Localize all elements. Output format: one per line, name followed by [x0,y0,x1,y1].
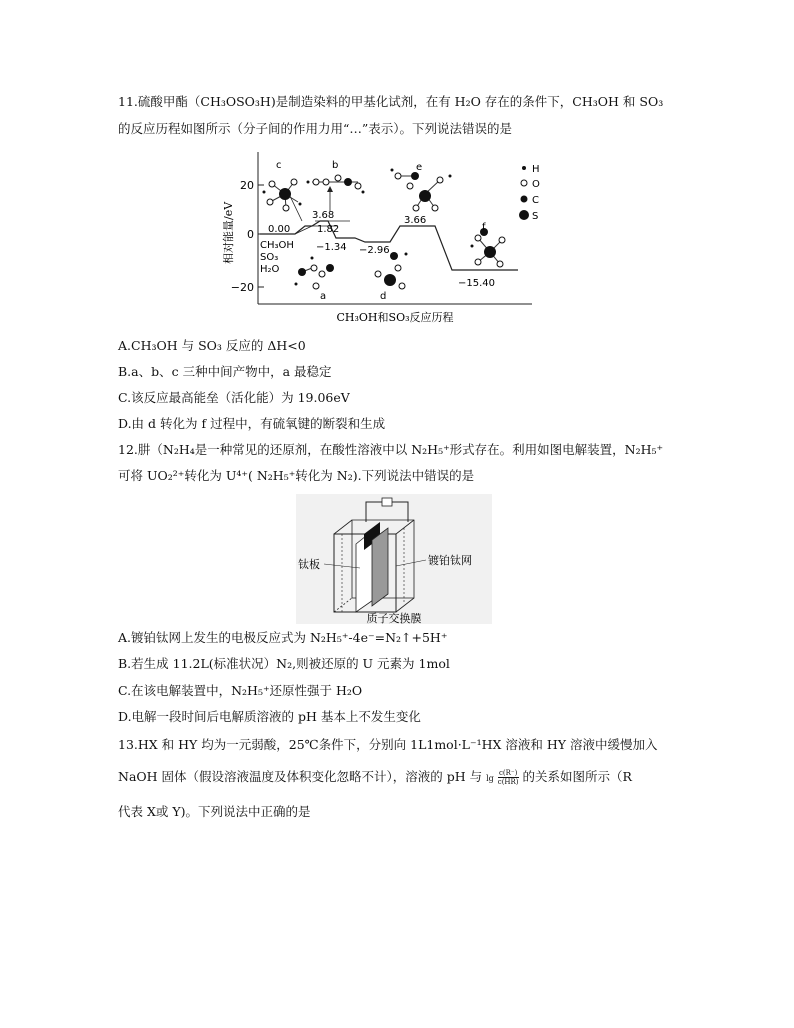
label-3.66: 3.66 [404,215,427,226]
point-label-f: f [482,222,486,233]
start-species-ch3oh: CH₃OH [260,240,294,251]
label-neg2.96: −2.96 [359,245,390,256]
legend-s: S [532,211,539,222]
point-label-e: e [416,162,423,173]
label-membrane: 质子交换膜 [366,612,422,624]
q11-stem-line1: 11.硫酸甲酯（CH₃OSO₃H)是制造染料的甲基化试剂，在有 H₂O 存在的条件下，CH₃OH 和 SO₃ [118,94,664,109]
q13-lg: lg [486,774,494,783]
q12-stem-line2: 可将 UO₂²⁺转化为 U⁴⁺( N₂H₅⁺转化为 N₂).下列说法中错误的是 [118,468,475,483]
legend-h: H [532,164,540,175]
fraction-numerator: c(R⁻) [498,769,518,777]
q13-stem-line2 [118,769,632,787]
q12-option-b: B.若生成 11.2L(标准状况）N₂,则被还原的 U 元素为 1mol [118,656,450,671]
q11-option-c: C.该反应最高能垒（活化能）为 19.06eV [118,390,350,405]
power-source-icon [382,498,392,506]
x-axis-label: CH₃OH和SO₃反应历程 [336,311,454,324]
q12-option-c: C.在该电解装置中，N₂H₅⁺还原性强于 H₂O [118,683,363,698]
legend-c: C [532,195,539,206]
q11-option-d: D.由 d 转化为 f 过程中，有硫氧键的断裂和生成 [118,416,386,431]
point-label-b: b [332,160,339,171]
label-platinum-mesh: 镀铂钛网 [428,554,472,567]
point-label-c: c [276,160,282,171]
energy-diagram [220,146,560,328]
molecule-f [471,222,506,267]
molecule-e [391,162,452,211]
label-0.00: 0.00 [268,224,291,235]
ytick-neg20: −20 [230,281,254,294]
fraction-denominator: c(HR) [497,778,519,786]
electrolysis-diagram [296,494,492,624]
q13-stem-line1: 13.HX 和 HY 均为一元弱酸，25℃条件下，分别向 1L1mol·L⁻¹HX 溶液和 HY 溶液中缓慢加入 [118,737,658,752]
label-3.68: 3.68 [312,210,335,221]
label-neg1.34: −1.34 [316,242,347,253]
platinum-titanium-mesh [372,528,388,606]
y-axis-label: 相对能量/eV [222,201,235,264]
label-neg15.40: −15.40 [458,278,496,289]
ytick-20: 20 [240,179,254,192]
q13-stem-line2-post: 的关系如图所示（R [522,769,632,784]
q11-stem-line2: 的反应历程如图所示（分子间的作用力用“…”表示）。下列说法错误的是 [118,121,513,136]
legend-o: O [532,179,540,190]
q12-option-a: A.镀铂钛网上发生的电极反应式为 N₂H₅⁺-4e⁻=N₂↑+5H⁺ [118,630,448,645]
q11-option-a: A.CH₃OH 与 SO₃ 反应的 ΔH<0 [118,338,306,353]
point-label-d: d [380,291,387,302]
q11-option-b: B.a、b、c 三种中间产物中，a 最稳定 [118,364,332,379]
q12-option-d: D.电解一段时间后电解质溶液的 pH 基本上不发生变化 [118,709,421,724]
molecule-b [307,160,365,212]
start-species-so3: SO₃ [260,252,279,263]
molecule-a [295,257,335,303]
q12-stem-line1: 12.肼（N₂H₄是一种常见的还原剂，在酸性溶液中以 N₂H₅⁺形式存在。利用如图电解装置，N₂H₅⁺ [118,442,664,457]
ratio-fraction [498,769,519,786]
label-1.82: 1.82 [317,224,340,235]
point-label-a: a [320,291,327,302]
molecule-d [375,252,408,302]
molecule-c [263,160,303,221]
ytick-0: 0 [247,228,254,241]
q13-stem-line2-pre: NaOH 固体（假设溶液温度及体积变化忽略不计），溶液的 pH 与 [118,769,483,784]
q13-stem-line3: 代表 X或 Y)。下列说法中正确的是 [118,804,311,819]
start-species-h2o: H₂O [260,264,280,275]
label-titanium-plate: 钛板 [298,558,320,571]
legend [519,164,540,222]
